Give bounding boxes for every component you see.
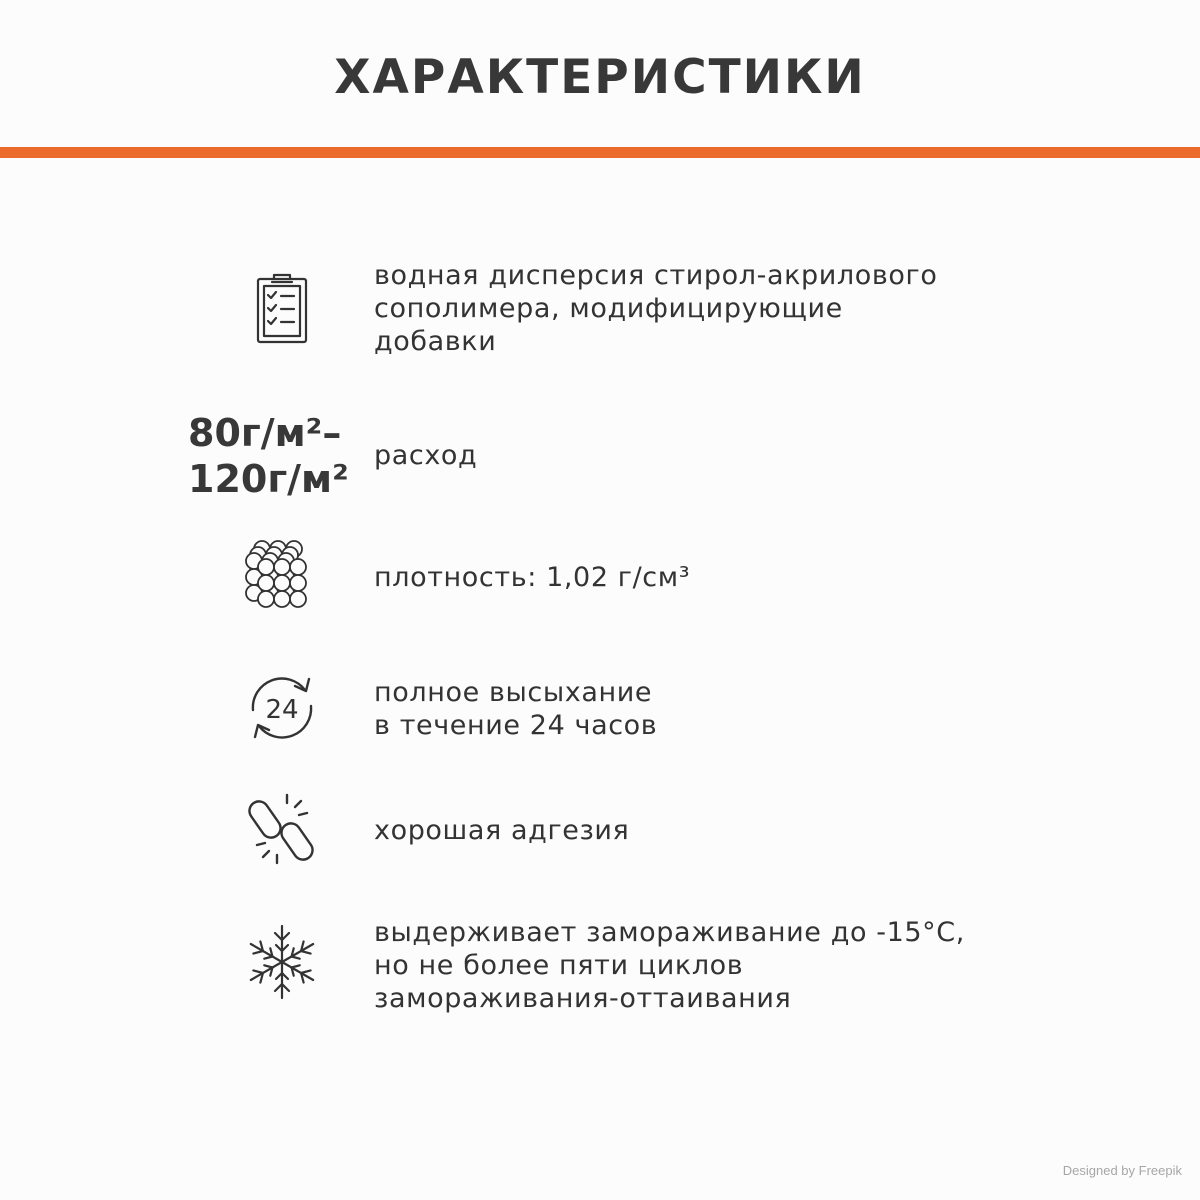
consumption-value: 80г/м²– 120г/м² xyxy=(188,411,349,501)
credit-text: Designed by Freepik xyxy=(1062,1163,1182,1178)
feature-density-text: плотность: 1,02 г/см³ xyxy=(374,562,691,593)
feature-freeze-text: выдерживает замораживание до -15°С, но не более пяти циклов замораживания-оттаивания xyxy=(374,917,965,1014)
snowflake-icon xyxy=(245,922,319,1002)
spheres-cube-icon xyxy=(240,537,322,617)
page-title: ХАРАКТЕРИСТИКИ xyxy=(334,50,866,105)
feature-consumption-text: расход xyxy=(374,440,478,471)
chain-link-icon xyxy=(243,793,321,867)
feature-drying-text: полное высыхание в течение 24 часов xyxy=(374,677,658,741)
accent-divider xyxy=(0,147,1200,158)
feature-adhesion-text: хорошая адгезия xyxy=(374,815,630,846)
feature-composition-text: водная дисперсия стирол-акрилового сополимера, модифицирующие добавки xyxy=(374,260,938,357)
clock-24-hours-icon xyxy=(243,670,321,746)
clipboard-checklist-icon xyxy=(252,272,312,344)
clock-24-label: 24 xyxy=(265,695,299,725)
